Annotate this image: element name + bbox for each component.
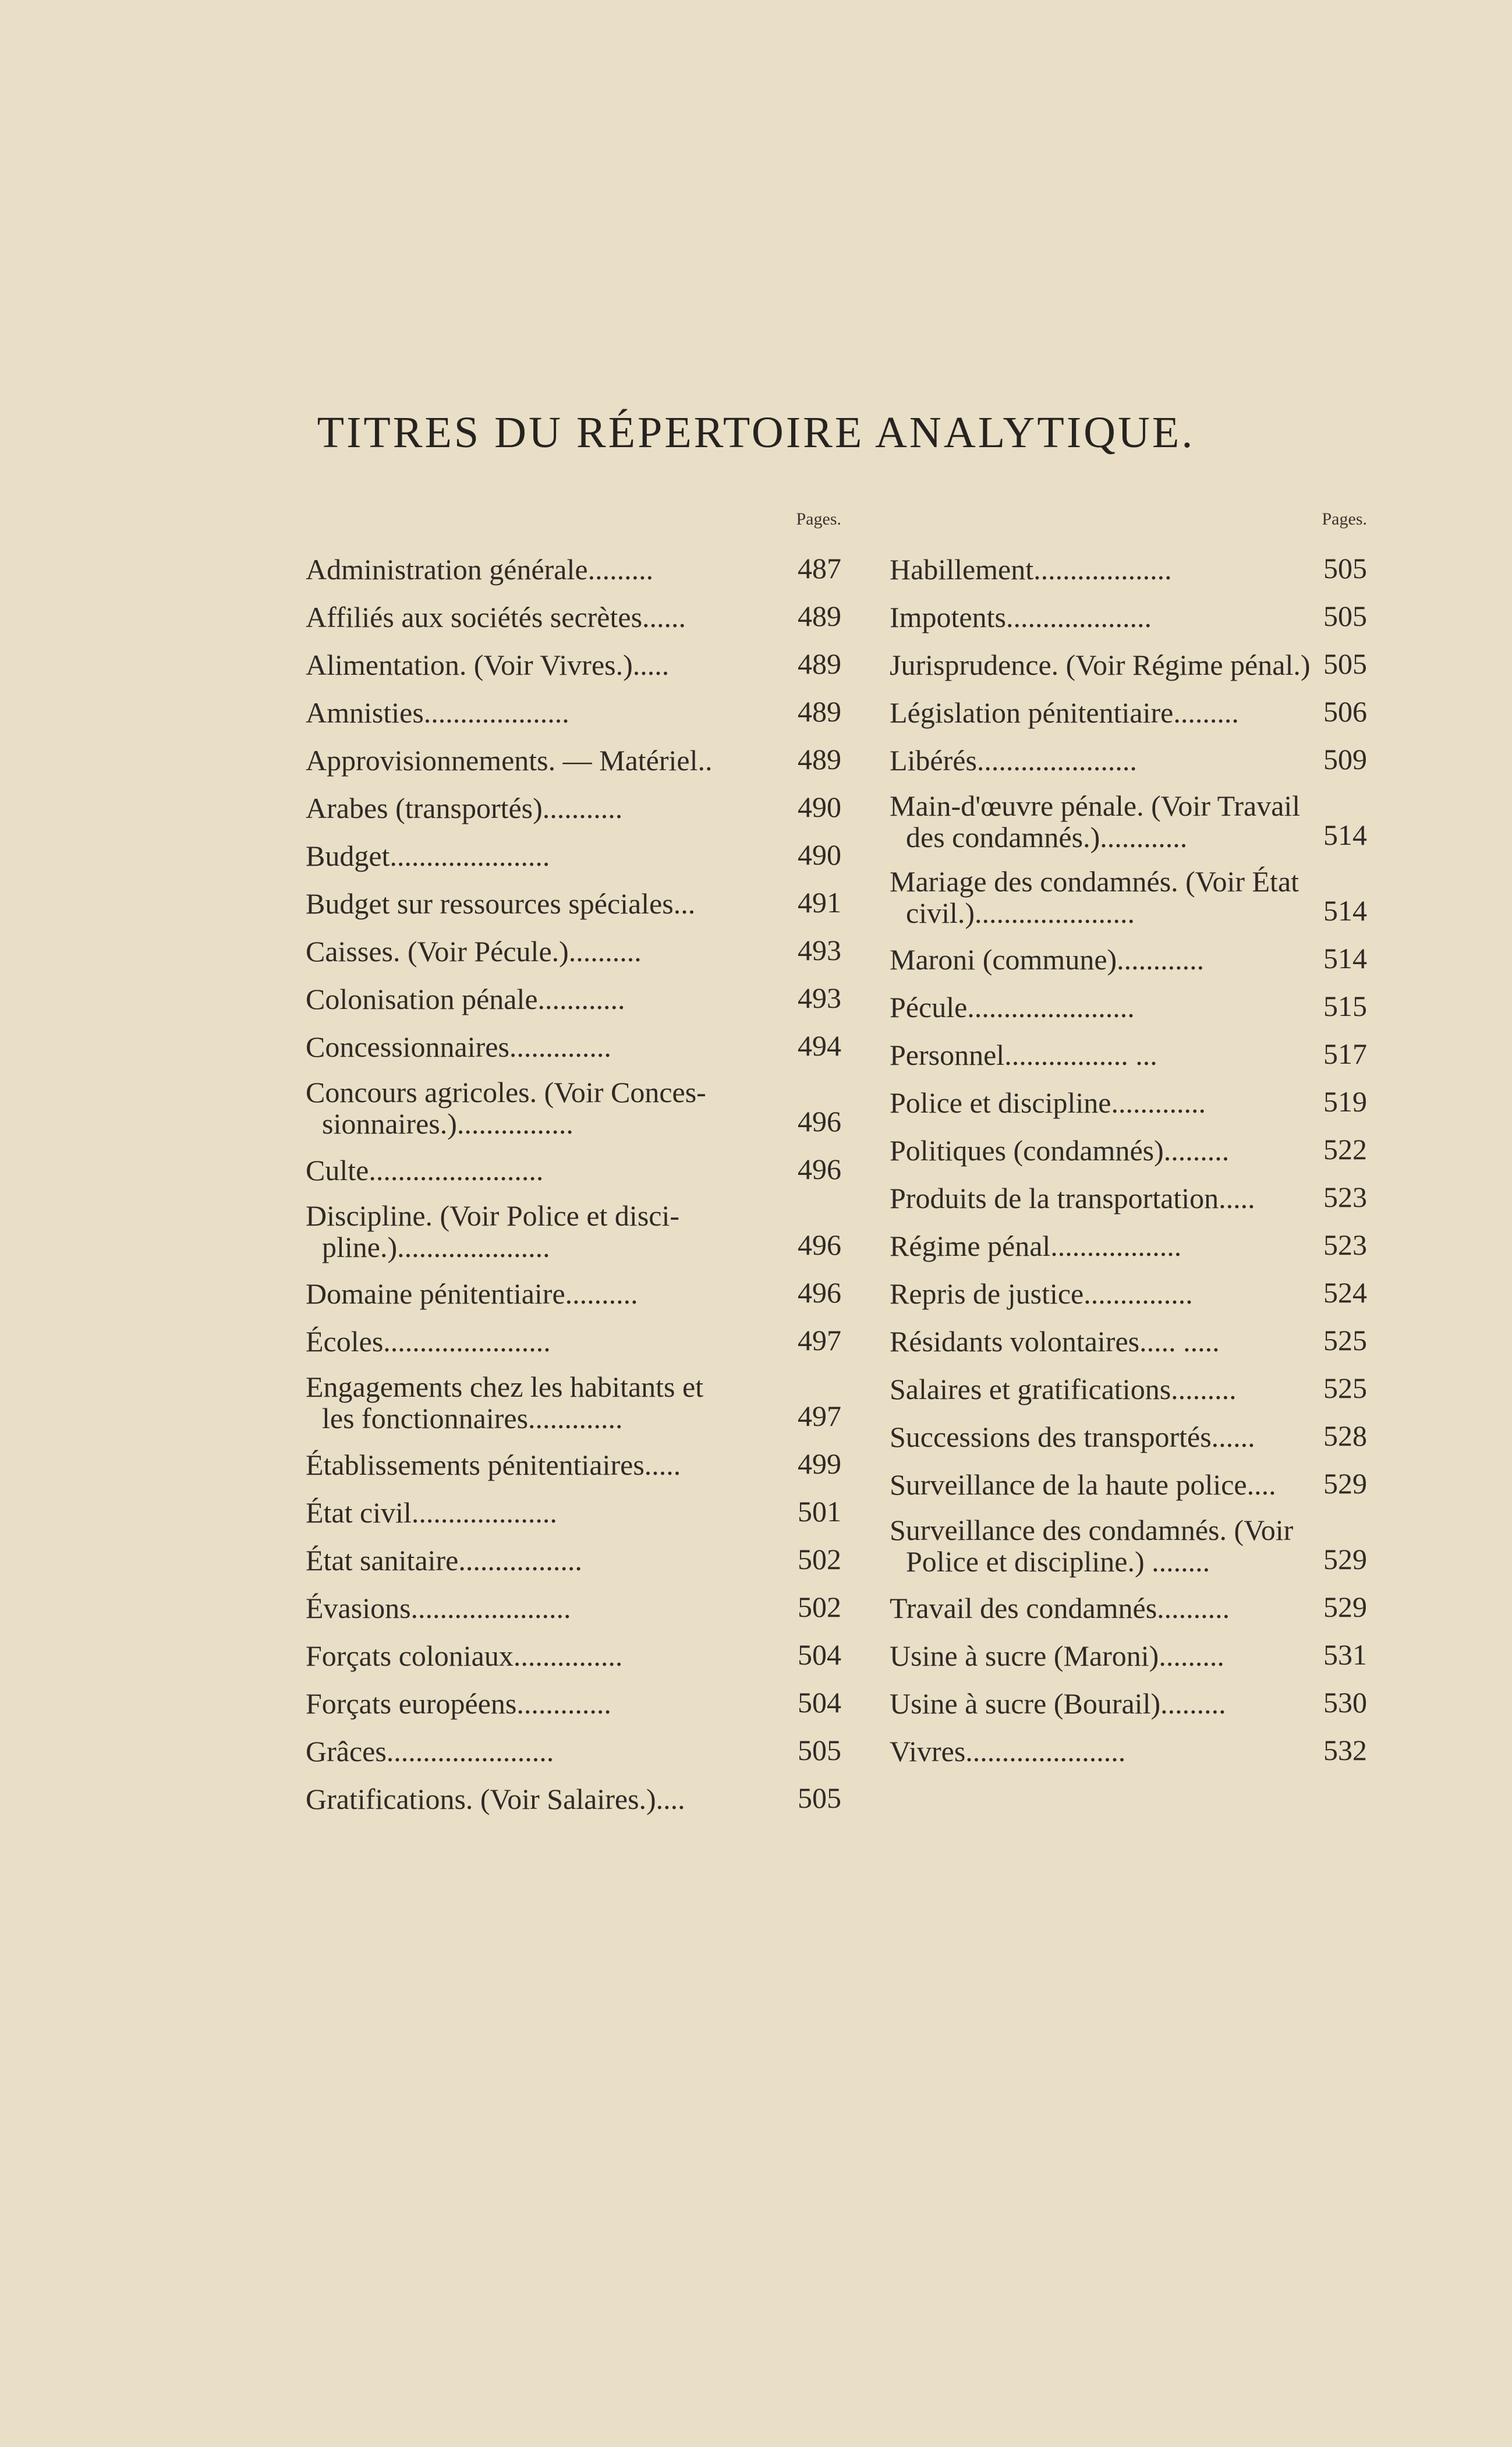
entry-page-number: 489 [798, 743, 841, 775]
entry-page-number: 524 [1323, 1276, 1367, 1309]
entry-page-number: 489 [798, 695, 841, 728]
entry-title-continuation: Police et discipline.) ........ [906, 1545, 1210, 1578]
index-entry [890, 1406, 1367, 1454]
entry-title-continuation: des condamnés.)............ [906, 821, 1188, 854]
index-entry [890, 929, 1367, 976]
entry-title-line: Salaires et gratifications......... [890, 1373, 1237, 1405]
entry-page-number: 490 [798, 838, 841, 871]
entry-title [890, 648, 1312, 682]
entry-page-number: 528 [1323, 1419, 1367, 1452]
entry-page-number: 505 [1323, 552, 1367, 585]
entry-title [890, 1734, 1312, 1768]
index-entry [306, 1358, 841, 1434]
index-column-right [890, 509, 1367, 1768]
entry-title-line: Jurisprudence. (Voir Régime pénal.) [890, 649, 1311, 681]
index-column-left [306, 509, 841, 1816]
entry-title [306, 1076, 777, 1139]
entry-title [890, 990, 1312, 1024]
entry-page-number: 523 [1323, 1181, 1367, 1213]
entry-page-number: 509 [1323, 743, 1367, 775]
entry-title-line: Budget...................... [306, 840, 550, 872]
entry-title-line: Mariage des condamnés. (Voir État [890, 865, 1299, 898]
entry-title-line: Affiliés aux sociétés secrètes...... [306, 601, 686, 633]
index-entry [890, 1120, 1367, 1167]
entry-title [306, 791, 777, 825]
entry-page-number: 489 [798, 647, 841, 680]
entry-title-line: Maroni (commune)............ [890, 943, 1205, 976]
entry-title-line: Caisses. (Voir Pécule.).......... [306, 935, 642, 968]
index-entry [306, 968, 841, 1016]
index-entry [306, 1434, 841, 1482]
entry-title-continuation: pline.)..................... [322, 1231, 550, 1263]
index-entry [890, 1502, 1367, 1577]
entry-page-number: 501 [798, 1495, 841, 1528]
entry-title-line: Colonisation pénale............ [306, 983, 625, 1015]
entry-title [306, 696, 777, 730]
entry-title-line: Libérés...................... [890, 744, 1137, 777]
index-entry [306, 1263, 841, 1311]
entry-title [306, 648, 777, 682]
entry-title [890, 553, 1312, 586]
entry-title [890, 696, 1312, 730]
entry-title [890, 1229, 1312, 1263]
entry-title [890, 790, 1312, 853]
index-entry [890, 1454, 1367, 1502]
entry-title-line: Usine à sucre (Bourail)......... [890, 1687, 1226, 1720]
entry-title-line: Alimentation. (Voir Vivres.)..... [306, 649, 670, 681]
entry-title-line: Habillement................... [890, 553, 1172, 586]
entry-title [890, 1086, 1312, 1120]
entry-title [890, 1372, 1312, 1406]
index-entry [890, 1625, 1367, 1673]
index-entry [306, 1187, 841, 1263]
entry-page-number: 529 [1323, 1543, 1367, 1575]
entry-page-number: 515 [1323, 990, 1367, 1022]
entry-title [890, 1277, 1312, 1311]
entry-title [306, 1782, 777, 1816]
index-entry [890, 976, 1367, 1024]
index-entry [890, 1215, 1367, 1263]
index-entry [890, 634, 1367, 682]
index-entry [306, 586, 841, 634]
entry-title-line: Produits de la transportation..... [890, 1182, 1255, 1214]
index-entry [890, 730, 1367, 777]
entry-title [306, 1734, 777, 1768]
entry-title-line: Usine à sucre (Maroni)......... [890, 1639, 1224, 1672]
entry-title-line: Concessionnaires.............. [306, 1030, 611, 1063]
index-entry [890, 1024, 1367, 1072]
entry-title-line: État civil.................... [306, 1496, 557, 1529]
entry-title [890, 1325, 1312, 1358]
entry-page-number: 514 [1323, 894, 1367, 927]
index-entry [306, 539, 841, 586]
index-entry [890, 682, 1367, 730]
index-entry [306, 1720, 841, 1768]
entry-title-line: Police et discipline............. [890, 1086, 1206, 1119]
entry-title [306, 887, 777, 920]
entry-title [306, 1200, 777, 1263]
entry-page-number: 523 [1323, 1228, 1367, 1261]
index-entry [306, 777, 841, 825]
entry-page-number: 491 [798, 886, 841, 919]
entry-page-number: 496 [798, 1105, 841, 1138]
entry-title-line: Main-d'œuvre pénale. (Voir Travail [890, 789, 1301, 822]
entry-page-number: 493 [798, 934, 841, 966]
entry-page-number: 525 [1323, 1324, 1367, 1357]
entry-page-number: 496 [798, 1153, 841, 1185]
index-entry [306, 1529, 841, 1577]
entry-title [306, 1371, 777, 1434]
entry-page-number: 496 [798, 1228, 841, 1261]
entry-title [890, 866, 1312, 929]
index-entry [306, 825, 841, 873]
index-entry [306, 1673, 841, 1720]
entry-title-line: Arabes (transportés)........... [306, 792, 623, 824]
index-entry [306, 730, 841, 777]
pages-header-left: Pages. [796, 509, 841, 529]
entry-title-line: Pécule....................... [890, 991, 1135, 1024]
page-title: TITRES DU RÉPERTOIRE ANALYTIQUE. [317, 408, 1195, 457]
entry-page-number: 531 [1323, 1638, 1367, 1671]
index-entry [306, 634, 841, 682]
entry-title [890, 1134, 1312, 1167]
index-entry [890, 1311, 1367, 1358]
entry-page-number: 505 [798, 1734, 841, 1766]
index-entry [306, 873, 841, 920]
index-entry [890, 1167, 1367, 1215]
entry-page-number: 505 [1323, 600, 1367, 632]
entry-title-continuation: sionnaires.)................ [322, 1107, 573, 1140]
entry-title-line: Travail des condamnés.......... [890, 1592, 1230, 1624]
entry-page-number: 489 [798, 600, 841, 632]
entry-page-number: 494 [798, 1029, 841, 1062]
entry-title [890, 943, 1312, 976]
entry-title-line: Forçats européens............. [306, 1687, 611, 1720]
entry-title-continuation: les fonctionnaires............. [322, 1402, 623, 1435]
entry-title-line: Concours agricoles. (Voir Conces- [306, 1076, 706, 1109]
index-entry [306, 1768, 841, 1816]
entry-page-number: 493 [798, 982, 841, 1014]
entry-page-number: 502 [798, 1591, 841, 1623]
entry-title-line: Établissements pénitentiaires..... [306, 1449, 681, 1481]
entry-title [890, 1591, 1312, 1625]
entry-title-line: Successions des transportés...... [890, 1421, 1255, 1453]
entry-page-number: 519 [1323, 1085, 1367, 1118]
entry-page-number: 505 [1323, 647, 1367, 680]
entry-title-line: Administration générale......... [306, 553, 654, 586]
entry-title-line: Impotents.................... [890, 601, 1152, 633]
index-entry [306, 1482, 841, 1529]
entry-title-line: Domaine pénitentiaire.......... [306, 1277, 638, 1310]
entry-page-number: 497 [798, 1324, 841, 1357]
entry-page-number: 490 [798, 791, 841, 823]
entry-title-line: Forçats coloniaux............... [306, 1639, 623, 1672]
entry-page-number: 532 [1323, 1734, 1367, 1766]
entry-title-line: Surveillance des condamnés. (Voir [890, 1514, 1294, 1546]
entry-title [306, 743, 777, 777]
index-entry [890, 1673, 1367, 1720]
entry-page-number: 530 [1323, 1686, 1367, 1719]
entry-page-number: 517 [1323, 1037, 1367, 1070]
index-entry [306, 920, 841, 968]
entry-title-line: Personnel................. ... [890, 1039, 1157, 1071]
entry-title-line: Discipline. (Voir Police et disci- [306, 1199, 680, 1232]
entry-title [306, 982, 777, 1016]
entry-title [306, 839, 777, 873]
entry-title [306, 600, 777, 634]
entry-page-number: 514 [1323, 942, 1367, 975]
index-entry [890, 1720, 1367, 1768]
entry-title-line: Évasions...................... [306, 1592, 571, 1624]
index-entry [306, 1016, 841, 1064]
entry-title-line: Écoles....................... [306, 1325, 551, 1358]
entry-page-number: 504 [798, 1686, 841, 1719]
entry-title-line: Budget sur ressources spéciales... [306, 887, 696, 920]
index-entry [890, 586, 1367, 634]
entry-page-number: 525 [1323, 1372, 1367, 1404]
entry-title [890, 1639, 1312, 1673]
entry-title [890, 1514, 1312, 1577]
entry-title-line: Engagements chez les habitants et [306, 1371, 704, 1403]
index-entry [890, 1072, 1367, 1120]
index-entry [306, 1625, 841, 1673]
entry-title [890, 1181, 1312, 1215]
entry-title-line: Législation pénitentiaire......... [890, 696, 1239, 729]
entry-page-number: 497 [798, 1400, 841, 1432]
pages-header-right: Pages. [1322, 509, 1367, 529]
entry-title [890, 600, 1312, 634]
entry-page-number: 502 [798, 1543, 841, 1575]
entry-title-line: État sanitaire................. [306, 1544, 582, 1577]
entry-title-line: Gratifications. (Voir Salaires.).... [306, 1783, 685, 1815]
entry-page-number: 514 [1323, 819, 1367, 851]
entry-title [306, 1448, 777, 1482]
entry-title [306, 1639, 777, 1673]
entry-title [306, 934, 777, 968]
entry-title [306, 553, 777, 586]
entry-title [890, 1687, 1312, 1720]
index-entry [306, 682, 841, 730]
entry-title [890, 1038, 1312, 1072]
index-entry [306, 1311, 841, 1358]
entry-title-line: Régime pénal.................. [890, 1230, 1182, 1262]
index-entry [306, 1064, 841, 1139]
entry-title-line: Surveillance de la haute police.... [890, 1468, 1276, 1501]
entry-title-line: Approvisionnements. — Matériel.. [306, 744, 713, 777]
entry-page-number: 506 [1323, 695, 1367, 728]
entry-title [306, 1687, 777, 1720]
entry-title [890, 743, 1312, 777]
entry-page-number: 504 [798, 1638, 841, 1671]
index-entry [890, 777, 1367, 853]
entry-title-line: Culte........................ [306, 1154, 544, 1187]
entry-title-line: Vivres...................... [890, 1735, 1126, 1768]
entry-page-number: 505 [798, 1782, 841, 1814]
index-entry [890, 1358, 1367, 1406]
entry-title-continuation: civil.)...................... [906, 897, 1135, 929]
entry-title [890, 1420, 1312, 1454]
entry-title [306, 1543, 777, 1577]
entry-title [306, 1153, 777, 1187]
entry-title [306, 1325, 777, 1358]
entry-title [306, 1591, 777, 1625]
entry-title [306, 1030, 777, 1064]
entry-page-number: 487 [798, 552, 841, 585]
entry-title [890, 1468, 1312, 1502]
entry-title-line: Amnisties.................... [306, 696, 569, 729]
index-entry [890, 1577, 1367, 1625]
entry-page-number: 496 [798, 1276, 841, 1309]
index-entry [890, 853, 1367, 929]
entry-page-number: 529 [1323, 1467, 1367, 1500]
index-entry [890, 1263, 1367, 1311]
entry-page-number: 499 [798, 1447, 841, 1480]
index-entry [890, 539, 1367, 586]
entry-title [306, 1496, 777, 1529]
index-entry [306, 1577, 841, 1625]
entry-page-number: 529 [1323, 1591, 1367, 1623]
entry-title-line: Résidants volontaires..... ..... [890, 1325, 1220, 1358]
index-entry [306, 1139, 841, 1187]
entry-title-line: Repris de justice............... [890, 1277, 1193, 1310]
entry-title-line: Grâces....................... [306, 1735, 554, 1768]
entry-title-line: Politiques (condamnés)......... [890, 1134, 1230, 1167]
entry-page-number: 522 [1323, 1133, 1367, 1166]
entry-title [306, 1277, 777, 1311]
